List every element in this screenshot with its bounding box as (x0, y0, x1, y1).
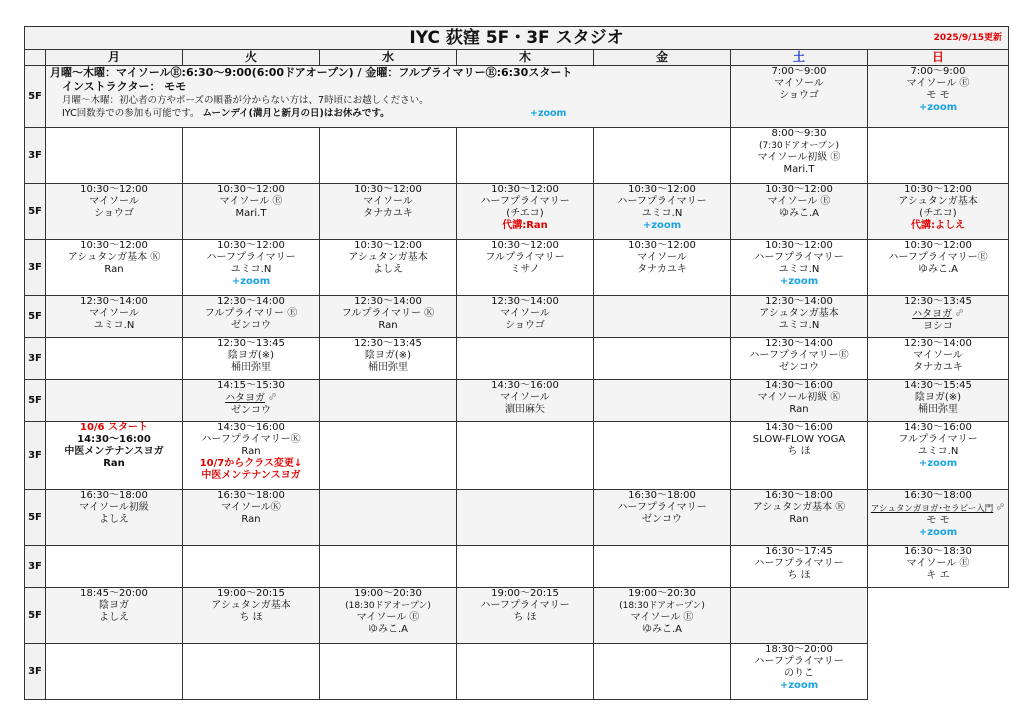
class-line: ユミコ.N (93, 320, 135, 331)
empty-cell (594, 422, 731, 490)
class-time: 10:30～12:00 (628, 184, 696, 195)
link-icon[interactable] (993, 504, 1005, 514)
class-line: マイソール (637, 252, 687, 263)
class-cell (731, 296, 868, 338)
class-line: ち ほ (787, 570, 811, 581)
class-time: 14:30～16:00 (217, 422, 285, 433)
class-note: 10/7からクラス変更↓ (199, 458, 303, 469)
class-cell (731, 240, 868, 296)
class-line: アシュタンガ基本 (898, 196, 978, 207)
class-line: タナカユキ (363, 208, 413, 219)
class-line: ハーフプライマリー (617, 502, 707, 513)
zoom-badge: +zoom (918, 458, 958, 469)
class-cell (868, 380, 1009, 422)
empty-cell (457, 490, 594, 546)
class-line: ゼンコウ (779, 362, 819, 373)
door-open-note: (18:30ドアオープン) (619, 601, 705, 611)
class-time: 12:30～13:45 (217, 338, 285, 349)
day-header-fri: 金 (594, 50, 731, 66)
class-note: 代講:Ran (502, 220, 548, 231)
class-line: 陰ヨガ (99, 600, 129, 611)
class-line: 14:30～16:00 (77, 434, 151, 445)
empty-cell (594, 338, 731, 380)
title-cell (25, 27, 1009, 50)
class-cell (320, 184, 457, 240)
class-line: マイソール Ⓔ (356, 612, 420, 623)
class-line: ショウゴ (505, 320, 545, 331)
class-cell (183, 422, 320, 490)
class-line: マイソール初級 Ⓔ (757, 152, 841, 163)
class-line: よしえ (373, 264, 403, 275)
day-header-mon: 月 (46, 50, 183, 66)
empty-cell (594, 296, 731, 338)
floor-label: 3F (25, 240, 46, 296)
class-cell (46, 296, 183, 338)
floor-label: 5F (25, 490, 46, 546)
class-time: 10:30～12:00 (491, 184, 559, 195)
class-line: モ モ (926, 515, 950, 526)
class-line: ハーフプライマリー (754, 656, 844, 667)
class-line: ミサノ (510, 264, 540, 275)
class-line: マイソール Ⓔ (219, 196, 283, 207)
notice-line-3: 月曜～木曜：初心者の方やポーズの順番が分からない方は、7時頃にお越しください。 (62, 95, 429, 106)
class-time: 16:30～18:00 (80, 490, 148, 501)
class-cell (594, 490, 731, 546)
empty-cell (183, 546, 320, 588)
class-line: ゆみこ.A (778, 208, 820, 219)
class-cell (868, 422, 1009, 490)
class-cell (731, 546, 868, 588)
notice-line-4 (50, 107, 730, 120)
class-cell (457, 240, 594, 296)
class-note: 中医メンテナンスヨガ (201, 470, 301, 481)
day-header-thu: 木 (457, 50, 594, 66)
class-cell (594, 240, 731, 296)
class-line: マイソール Ⓔ (906, 558, 970, 569)
class-line: ゆみこ.A (367, 624, 409, 635)
class-cell (183, 490, 320, 546)
class-line: Ran (104, 264, 124, 275)
class-line: マイソール (913, 350, 963, 361)
class-time: 16:30～17:45 (765, 546, 833, 557)
notice-line-1: 月曜～木曜：マイソールⒺ:6:30～9:00(6:00ドアオープン) / 金曜：フルプライマリーⒺ:6:30スタート (50, 66, 573, 79)
class-time: 10:30～12:00 (765, 184, 833, 195)
empty-cell (46, 128, 183, 184)
notice-ticket: IYC回数券での参加も可能です。 (62, 108, 200, 119)
class-cell (457, 380, 594, 422)
zoom-badge: +zoom (779, 680, 819, 691)
class-line: ユミコ.N (230, 264, 272, 275)
class-cell (731, 644, 868, 700)
class-time: 10:30～12:00 (491, 240, 559, 251)
class-time: 14:15～15:30 (217, 380, 285, 391)
class-time: 19:00～20:15 (217, 588, 285, 599)
class-time: 19:00～20:30 (354, 588, 422, 599)
day-header-wed: 水 (320, 50, 457, 66)
class-cell (731, 128, 868, 184)
class-cell (594, 184, 731, 240)
empty-cell (320, 490, 457, 546)
class-line: ハーフプライマリー (480, 600, 570, 611)
class-line (183, 392, 319, 405)
class-cell (46, 490, 183, 546)
class-line: Mari.T (235, 208, 267, 219)
class-line: ハーフプライマリー (480, 196, 570, 207)
empty-cell (46, 380, 183, 422)
class-time: 12:30～14:00 (491, 296, 559, 307)
empty-cell (46, 338, 183, 380)
class-cell (731, 184, 868, 240)
class-line: ハーフプライマリー (754, 252, 844, 263)
class-line: ユミコ.N (641, 208, 683, 219)
class-line: ヨシコ (923, 321, 953, 332)
class-time: 12:30～14:00 (765, 296, 833, 307)
class-line: アシュタンガ基本 Ⓚ (752, 502, 846, 513)
class-line: 桶田弥里 (368, 362, 408, 373)
class-cell (731, 380, 868, 422)
class-time: 10:30～12:00 (80, 184, 148, 195)
class-line: ショウゴ (779, 90, 819, 101)
day-header-tue: 火 (183, 50, 320, 66)
class-line: タナカユキ (637, 264, 687, 275)
class-line: ハーフプライマリーⒺ (888, 252, 988, 263)
corner-cell (25, 50, 46, 66)
class-time: 14:30～16:00 (491, 380, 559, 391)
class-line: ち ほ (239, 612, 263, 623)
class-line: ハーフプライマリー (617, 196, 707, 207)
empty-cell (46, 644, 183, 700)
class-line: 桶田弥里 (231, 362, 271, 373)
class-line: 濵田麻矢 (505, 404, 545, 415)
class-cell (868, 184, 1009, 240)
floor-label: 3F (25, 546, 46, 588)
class-line: マイソール (774, 78, 824, 89)
class-cell (183, 240, 320, 296)
class-cell (457, 588, 594, 644)
class-line: 桶田弥里 (918, 404, 958, 415)
class-line: ユミコ.N (917, 446, 959, 457)
class-line: タナカユキ (913, 362, 963, 373)
class-cell (868, 240, 1009, 296)
empty-cell (594, 380, 731, 422)
class-line: 中医メンテナンスヨガ (64, 446, 164, 457)
class-line: アシュタンガ基本 (348, 252, 428, 263)
zoom-badge: +zoom (918, 102, 958, 113)
class-line: よしえ (99, 514, 129, 525)
empty-cell (183, 644, 320, 700)
floor-label: 5F (25, 588, 46, 644)
class-time: 14:30～16:00 (904, 422, 972, 433)
empty-cell (320, 422, 457, 490)
floor-label: 3F (25, 128, 46, 184)
class-line: ゼンコウ (231, 405, 271, 416)
empty-cell (183, 128, 320, 184)
class-cell (868, 338, 1009, 380)
class-line: マイソール Ⓔ (630, 612, 694, 623)
class-line: フルプライマリー Ⓚ (341, 308, 435, 319)
class-time: 12:30～14:00 (354, 296, 422, 307)
class-time: 12:30～13:45 (904, 296, 972, 307)
class-time: 16:30～18:30 (904, 546, 972, 557)
empty-cell (457, 338, 594, 380)
empty-cell (320, 644, 457, 700)
class-line: Ran (241, 446, 261, 457)
day-header-sat: 土 (731, 50, 868, 66)
class-time: 18:45～20:00 (80, 588, 148, 599)
empty-cell (457, 644, 594, 700)
empty-cell (320, 380, 457, 422)
class-line: マイソールⓀ (221, 502, 281, 513)
floor-label: 5F (25, 66, 46, 128)
class-time: 12:30～14:00 (904, 338, 972, 349)
class-cell (731, 422, 868, 490)
floor-label: 5F (25, 380, 46, 422)
class-line: (チエコ) (919, 208, 957, 219)
empty-cell (457, 128, 594, 184)
class-line: アシュタンガ基本 (759, 308, 839, 319)
floor-label: 3F (25, 338, 46, 380)
morning-notice (46, 66, 731, 128)
zoom-badge: +zoom (918, 527, 958, 538)
class-cell (183, 296, 320, 338)
class-cell (594, 588, 731, 644)
class-cell (868, 546, 1009, 588)
class-time: 10:30～12:00 (354, 240, 422, 251)
updated-date: 2025/9/15更新 (933, 33, 1002, 43)
class-title[interactable]: ハタヨガ (225, 393, 266, 404)
class-line: 陰ヨガ(※) (364, 350, 412, 361)
class-cell (46, 240, 183, 296)
class-line (868, 502, 1008, 515)
class-line: マイソール (89, 196, 139, 207)
class-line: フルプライマリー (898, 434, 978, 445)
notice-instructor: インストラクター： モモ (62, 80, 187, 93)
class-line: ユミコ.N (778, 320, 820, 331)
class-line: Ran (103, 458, 125, 469)
class-line: キ エ (926, 570, 950, 581)
class-time: 14:30～15:45 (904, 380, 972, 391)
floor-label: 3F (25, 422, 46, 490)
class-line: 陰ヨガ(※) (227, 350, 275, 361)
class-cell (320, 588, 457, 644)
empty-cell (457, 422, 594, 490)
zoom-badge: +zoom (231, 276, 271, 287)
empty-cell (457, 546, 594, 588)
class-line: ち ほ (513, 612, 537, 623)
class-cell (731, 66, 868, 128)
class-line: ハーフプライマリー (754, 558, 844, 569)
class-time: 10:30～12:00 (217, 240, 285, 251)
class-cell (46, 184, 183, 240)
class-cell (457, 296, 594, 338)
class-cell (183, 338, 320, 380)
class-cell (868, 490, 1009, 546)
floor-label: 3F (25, 644, 46, 700)
empty-cell (594, 644, 731, 700)
class-line: ショウゴ (94, 208, 134, 219)
class-line: Mari.T (783, 164, 815, 175)
class-line: ハーフプライマリー (206, 252, 296, 263)
class-time: 12:30～14:00 (80, 296, 148, 307)
class-cell (46, 422, 183, 490)
class-time: 19:00～20:15 (491, 588, 559, 599)
class-time: 10:30～12:00 (765, 240, 833, 251)
door-open-note: (18:30ドアオープン) (345, 601, 431, 611)
class-time: 16:30～18:00 (628, 490, 696, 501)
class-time: 14:30～16:00 (765, 422, 833, 433)
class-line: アシュタンガ基本 (211, 600, 291, 611)
day-header-sun: 日 (868, 50, 1009, 66)
class-line: マイソール初級 (79, 502, 149, 513)
class-time: 14:30～16:00 (765, 380, 833, 391)
class-line: マイソール (500, 308, 550, 319)
class-time: 12:30～13:45 (354, 338, 422, 349)
class-line: ハーフプライマリーⒺ (749, 350, 849, 361)
class-line (868, 308, 1008, 321)
class-time: 10:30～12:00 (904, 240, 972, 251)
class-line: SLOW-FLOW YOGA (752, 434, 846, 445)
empty-cell (320, 546, 457, 588)
link-icon[interactable] (952, 310, 964, 320)
class-line: ゼンコウ (231, 320, 271, 331)
class-time: 8:00～9:30 (771, 128, 827, 139)
floor-label: 5F (25, 184, 46, 240)
floor-label: 5F (25, 296, 46, 338)
class-cell (457, 184, 594, 240)
class-line: ゆみこ.A (641, 624, 683, 635)
schedule-table (24, 26, 1009, 700)
notice-moonday: ムーンデイ(満月と新月の日)はお休みです。 (202, 108, 390, 119)
class-cell (868, 66, 1009, 128)
class-line: 陰ヨガ(※) (914, 392, 962, 403)
class-time: 10:30～12:00 (80, 240, 148, 251)
class-title[interactable]: ハタヨガ (912, 309, 953, 320)
class-cell (183, 184, 320, 240)
class-line: Ran (789, 514, 809, 525)
class-line: Ran (378, 320, 398, 331)
class-line: ゆみこ.A (917, 264, 959, 275)
class-line: フルプライマリー (485, 252, 565, 263)
class-line: モ モ (926, 90, 950, 101)
class-note: 代講:よしえ (911, 220, 965, 231)
class-line: マイソール Ⓔ (767, 196, 831, 207)
class-time: 7:00～9:00 (910, 66, 966, 77)
class-line: のりこ (784, 668, 814, 679)
zoom-badge: +zoom (642, 220, 682, 231)
class-time: 10:30～12:00 (904, 184, 972, 195)
class-time: 16:30～18:00 (217, 490, 285, 501)
empty-cell (731, 588, 868, 644)
class-cell (320, 240, 457, 296)
class-time: 12:30～14:00 (765, 338, 833, 349)
class-title[interactable]: アシュタンガヨガ･セラピー入門 (870, 504, 994, 514)
page-title: IYC 荻窪 5F・3F スタジオ (409, 28, 624, 48)
blank-cell (868, 588, 1009, 644)
class-time: 10:30～12:00 (354, 184, 422, 195)
zoom-badge: +zoom (779, 276, 819, 287)
class-line: ち ほ (787, 446, 811, 457)
class-line: Ran (241, 514, 261, 525)
link-icon[interactable] (265, 394, 277, 404)
class-line: (チエコ) (506, 208, 544, 219)
class-time: 16:30～18:00 (904, 490, 972, 501)
class-cell (46, 588, 183, 644)
door-open-note: (7:30ドアオープン) (758, 141, 840, 151)
class-line: よしえ (99, 612, 129, 623)
class-cell (731, 490, 868, 546)
class-line: マイソール (500, 392, 550, 403)
class-line: ゼンコウ (642, 514, 682, 525)
class-time: 10:30～12:00 (217, 184, 285, 195)
class-cell (183, 380, 320, 422)
class-cell (868, 296, 1009, 338)
class-time: 12:30～14:00 (217, 296, 285, 307)
class-cell (183, 588, 320, 644)
class-cell (320, 296, 457, 338)
class-cell (320, 338, 457, 380)
class-line: Ran (789, 404, 809, 415)
class-time: 18:30～20:00 (765, 644, 833, 655)
class-note: 10/6 スタート (79, 422, 148, 433)
empty-cell (320, 128, 457, 184)
class-line: フルプライマリー Ⓔ (204, 308, 298, 319)
empty-cell (594, 546, 731, 588)
class-time: 10:30～12:00 (628, 240, 696, 251)
class-line: ユミコ.N (778, 264, 820, 275)
zoom-badge: +zoom (530, 108, 567, 119)
class-line: マイソール Ⓔ (906, 78, 970, 89)
class-time: 7:00～9:00 (771, 66, 827, 77)
class-line: マイソール初級 Ⓚ (757, 392, 841, 403)
class-cell (731, 338, 868, 380)
class-line: マイソール (363, 196, 413, 207)
empty-cell (868, 128, 1009, 184)
class-line: マイソール (89, 308, 139, 319)
empty-cell (594, 128, 731, 184)
class-line: アシュタンガ基本 Ⓚ (67, 252, 161, 263)
class-time: 19:00～20:30 (628, 588, 696, 599)
empty-cell (46, 546, 183, 588)
class-time: 16:30～18:00 (765, 490, 833, 501)
class-line: ハーフプライマリーⓀ (201, 434, 301, 445)
blank-cell (868, 644, 1009, 700)
